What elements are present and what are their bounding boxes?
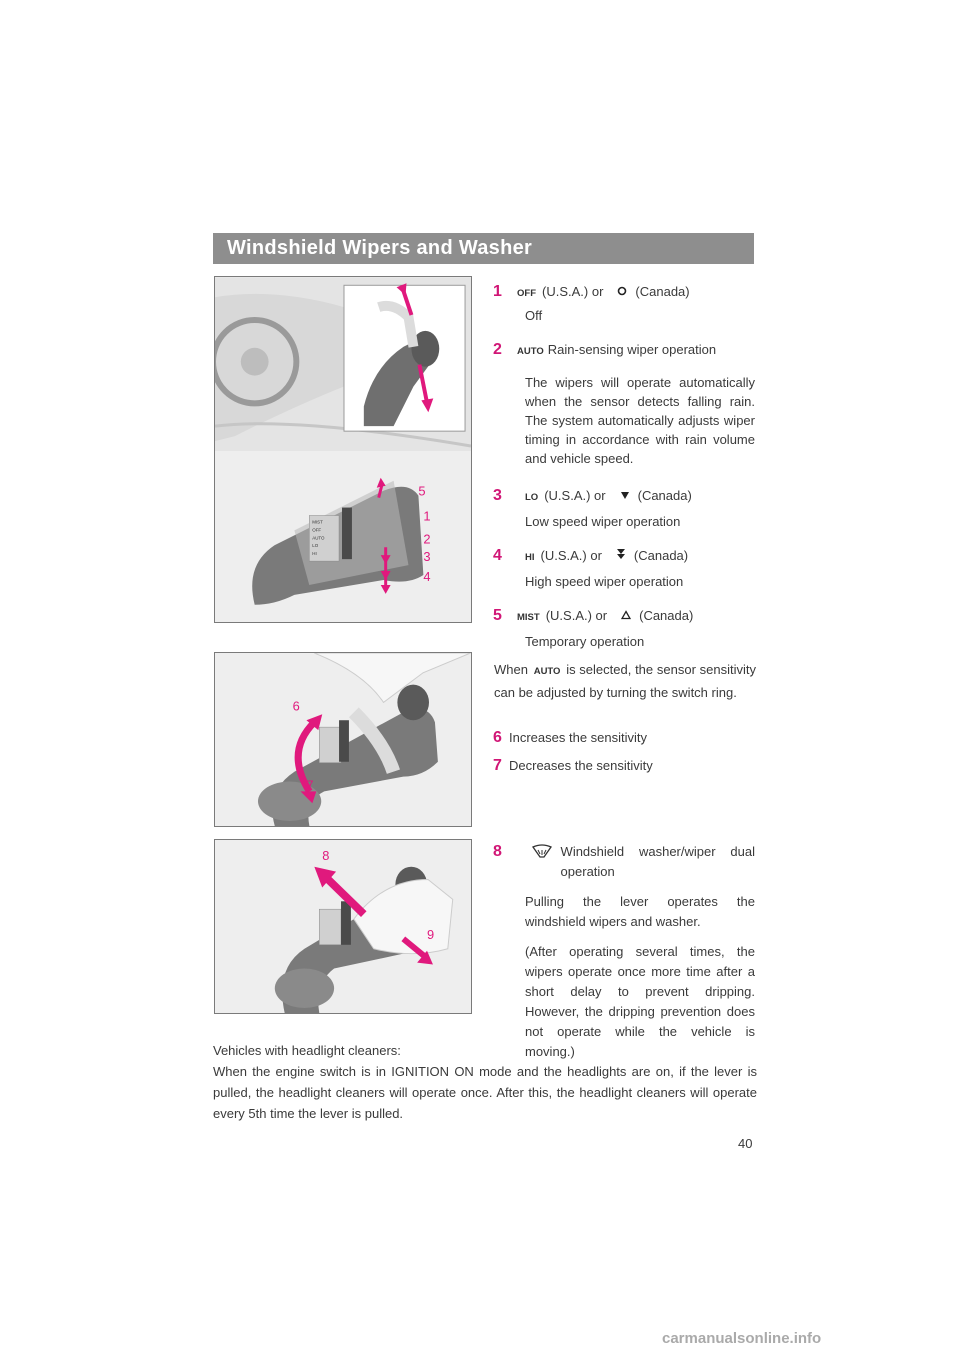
headlight-cleaner-note xyxy=(213,1040,757,1124)
item-desc: Low speed wiper operation xyxy=(525,514,681,529)
list-item xyxy=(493,756,755,775)
item-number: 8 xyxy=(493,843,502,860)
region-text: (Canada) xyxy=(633,548,689,563)
region-text: (Canada) xyxy=(637,488,692,503)
mist-symbol: MIST xyxy=(517,612,540,623)
figure-label: 5 xyxy=(418,483,426,499)
region-text: (Canada) xyxy=(639,608,694,623)
item-desc: Off xyxy=(525,308,543,323)
item-number: 5 xyxy=(493,607,502,624)
item-label: Increases the sensitivity xyxy=(509,730,648,745)
figure-label: 3 xyxy=(423,549,431,565)
region-text: (Canada) xyxy=(635,284,690,299)
figure-label: 2 xyxy=(423,531,431,547)
figure-label: 4 xyxy=(423,568,431,584)
lever-mark: AUTO xyxy=(312,535,325,541)
page-number: 40 xyxy=(738,1136,753,1151)
item-label: Rain-sensing wiper operation xyxy=(547,342,717,357)
item-desc: (After operating several times, the wipers operate once more time after a short delay to prevent dripping. However, the dripping prevention does not operate while the vehicle is moving.) xyxy=(525,944,755,1059)
wiper-modes-list xyxy=(493,282,755,651)
section-title: Windshield Wipers and Washer xyxy=(213,233,754,264)
list-item xyxy=(493,546,755,591)
lever-mark: LO xyxy=(312,543,319,549)
double-chevron-down-icon xyxy=(616,548,626,567)
list-item xyxy=(493,606,755,651)
item-number: 4 xyxy=(493,547,502,564)
triangle-up-outline-icon xyxy=(621,608,631,627)
item-number: 1 xyxy=(493,283,502,300)
item-label: Decreases the sensitivity xyxy=(509,758,653,773)
wiper-lever-figure xyxy=(214,276,472,623)
note-title: Vehicles with headlight cleaners: xyxy=(213,1043,401,1058)
lo-symbol: LO xyxy=(525,492,539,503)
list-item xyxy=(493,728,755,747)
watermark: carmanualsonline.info xyxy=(662,1330,822,1347)
item-number: 2 xyxy=(493,341,502,358)
note-text: When the engine switch is in IGNITION ON mode and the headlights are on, if the lever is pulled, the headlight cleaners will operate once. After this, the headlight cleaners will operate every 5th time the lever is pulled. xyxy=(213,1064,757,1121)
figure-label: 1 xyxy=(423,508,431,524)
sensitivity-ring-figure xyxy=(214,652,472,827)
region-text: (U.S.A.) or xyxy=(545,608,608,623)
off-circle-icon xyxy=(617,284,627,303)
item-desc: High speed wiper operation xyxy=(525,574,684,589)
list-item xyxy=(493,842,755,882)
region-text: (U.S.A.) or xyxy=(542,284,604,299)
triangle-down-icon xyxy=(620,488,630,507)
lever-mark: HI xyxy=(312,551,317,557)
washer-icon xyxy=(531,844,553,866)
figure-label: 6 xyxy=(292,698,300,714)
auto-symbol: AUTO xyxy=(533,666,561,677)
item-number: 3 xyxy=(493,487,502,504)
auto-symbol: AUTO xyxy=(517,346,544,357)
figure-label: 8 xyxy=(322,847,330,863)
lever-mark: OFF xyxy=(312,527,322,533)
item-number: 6 xyxy=(493,729,502,746)
intro-text: is selected, the sensor sensitivity can be adjusted by turning the switch ring. xyxy=(494,662,756,700)
item-desc: Pulling the lever operates the windshield wipers and washer. xyxy=(525,894,755,929)
region-text: (U.S.A.) or xyxy=(540,548,602,563)
hi-symbol: HI xyxy=(525,552,535,563)
lever-mark: MIST xyxy=(312,519,323,525)
item-label: Windshield washer/wiper dual operation xyxy=(560,844,755,879)
list-item xyxy=(493,486,755,531)
item-desc: The wipers will operate automatically when the sensor detects falling rain. The system automatically adjusts wiper timing in accordance with rain volume and vehicle speed. xyxy=(525,375,755,466)
item-number: 7 xyxy=(493,757,502,774)
intro-text: When xyxy=(494,662,528,677)
region-text: (U.S.A.) or xyxy=(544,488,606,503)
off-symbol: OFF xyxy=(517,288,536,299)
list-item xyxy=(493,340,755,468)
sensitivity-list xyxy=(493,728,755,775)
washer-figure xyxy=(214,839,472,1014)
sensitivity-intro xyxy=(494,659,756,703)
figure-label: 9 xyxy=(427,926,435,942)
list-item xyxy=(493,282,755,325)
item-desc: Temporary operation xyxy=(525,634,645,649)
figure-label: 7 xyxy=(306,777,314,793)
washer-section xyxy=(493,842,755,1062)
